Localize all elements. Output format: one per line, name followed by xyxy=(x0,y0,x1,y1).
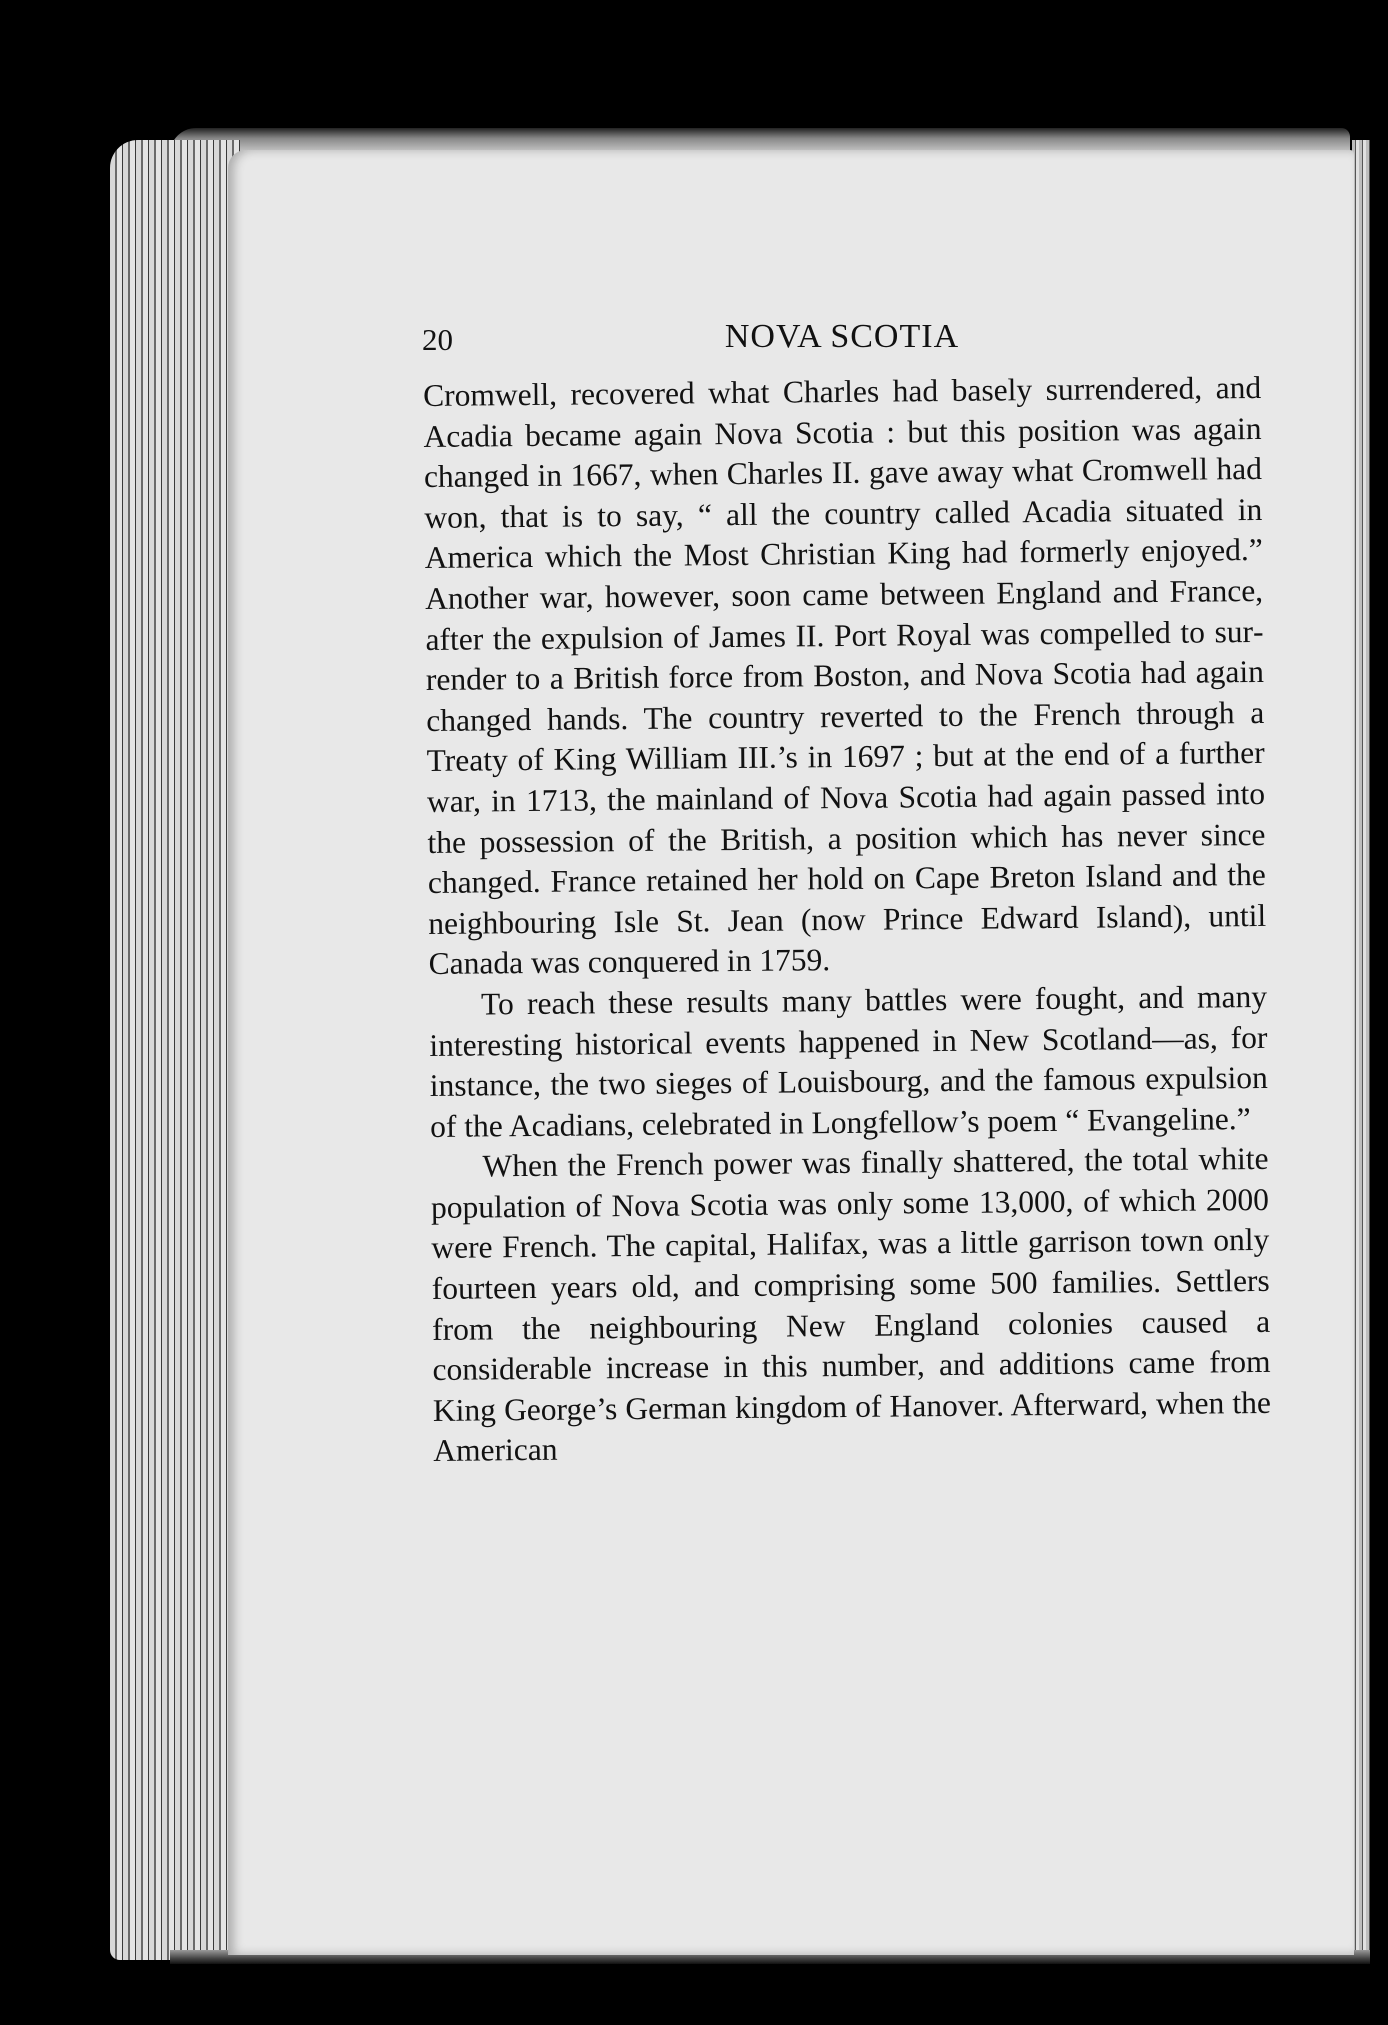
paragraph-2: To reach these results many battles were fought, and many interesting historical events happened in New Scotland—as, for instance, the two sieges of Louisbourg, and the famous expulsion of the Acadians, celebrated in Longfellow’s poem “ Evangeline.” xyxy=(429,978,1268,1144)
paragraph-3: When the French power was finally shattered, the total white population of Nova Scotia was only some 13,000, of which 2000 were French. The capital, Halifax, was a little garrison town only fourteen years old, and comprising some 500 families. Settlers from the neighbouring New England colonies caused a considerable increase in this number, and additions came from King George’s German kingdom of Hanover. Afterward, when the American xyxy=(430,1141,1272,1469)
running-head xyxy=(422,318,1262,362)
book-right-edge xyxy=(1352,140,1370,1960)
book-page-edges xyxy=(110,140,240,1960)
page-number: 20 xyxy=(422,322,453,357)
body-text xyxy=(423,368,1271,1472)
paragraph-1: Cromwell, recovered what Charles had basely surrendered, and Acadia became again Nova Scotia : but this position was again changed in 1667, when Charles II. gave away what Cromwell had won, that is to say, “ all the country called Acadia situated in America which the Most Christian King had formerly enjoyed.” Another war, however, soon came between England and France, after the expulsion of James II. Port Royal was compelled to surrender to a British force from Boston, and Nova Scotia had again changed hands. The country reverted to the French through a Treaty of King William III.’s in 1697 ; but at the end of a further war, in 1713, the mainland of Nova Scotia had again passed into the possession of the British, a position which has never since changed. France retained her hold on Cape Breton Island and the neighbouring Isle St. Jean (now Prince Edward Island), until Canada was conquered in 1759. xyxy=(423,369,1267,982)
running-title: NOVA SCOTIA xyxy=(724,318,960,355)
